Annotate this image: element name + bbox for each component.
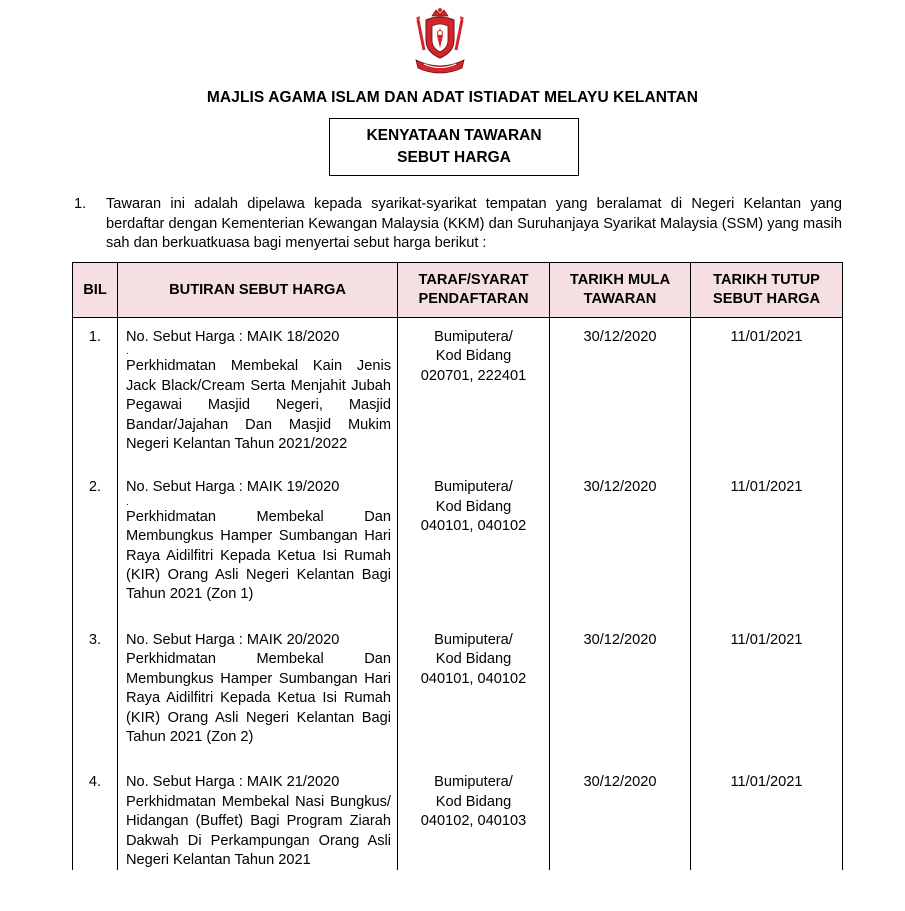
row-mula-cell xyxy=(550,763,691,870)
table-row xyxy=(73,468,843,620)
column-header-tarikh-tutup-label: TARIKH TUTUP SEBUT HARGA xyxy=(712,272,821,307)
tender-reference: No. Sebut Harga : MAIK 20/2020 xyxy=(126,631,340,648)
taraf-line-2: Kod Bidang xyxy=(435,793,512,810)
row-tarikh-tutup: 11/01/2021 xyxy=(730,329,803,345)
tender-description: Perkhidmatan Membekal Dan Membungkus Hamper Sumbangan Hari Raya Aidilfitri Kepada Ketua Isi Rumah (KIR) Orang Asli Negeri Kelantan Bagi Tahun 2021 (Zon 1) xyxy=(126,508,391,603)
column-header-taraf xyxy=(398,263,550,318)
stray-dot: . xyxy=(126,496,129,508)
table-row xyxy=(73,621,843,763)
taraf-line-1: Bumiputera/ xyxy=(434,774,513,791)
taraf-line-2: Kod Bidang xyxy=(435,348,512,365)
row-taraf-cell xyxy=(398,763,550,870)
table-row xyxy=(73,763,843,870)
row-taraf-cell xyxy=(398,468,550,620)
column-header-tarikh-mula-label: TARIKH MULA TAWARAN xyxy=(569,272,671,307)
row-tarikh-tutup: 11/01/2021 xyxy=(730,479,803,496)
table-header-row xyxy=(73,263,843,318)
row-tarikh-mula: 30/12/2020 xyxy=(583,479,657,496)
row-tutup-cell xyxy=(691,468,843,620)
row-mula-cell xyxy=(550,621,691,763)
taraf-line-2: Kod Bidang xyxy=(435,498,512,515)
row-tutup-cell xyxy=(691,621,843,763)
kelantan-crest-icon xyxy=(410,6,470,80)
row-butiran-cell xyxy=(118,763,398,870)
taraf-line-3: 040102, 040103 xyxy=(420,813,527,830)
taraf-line-3: 040101, 040102 xyxy=(420,670,527,687)
row-taraf-cell xyxy=(398,318,550,469)
row-bil-cell xyxy=(73,763,118,870)
tender-description: Perkhidmatan Membekal Dan Membungkus Hamper Sumbangan Hari Raya Aidilfitri Kepada Ketua Isi Rumah (KIR) Orang Asli Negeri Kelantan Bagi Tahun 2021 (Zon 2) xyxy=(126,651,391,745)
row-bil: 3. xyxy=(88,631,102,648)
row-butiran-cell xyxy=(118,468,398,620)
column-header-tarikh-mula xyxy=(550,263,691,318)
row-tarikh-tutup: 11/01/2021 xyxy=(730,774,803,791)
tender-reference: No. Sebut Harga : MAIK 21/2020 xyxy=(126,774,340,791)
row-tutup-cell xyxy=(691,318,843,469)
row-mula-cell xyxy=(550,318,691,469)
taraf-line-1: Bumiputera/ xyxy=(434,479,513,496)
intro-text: Tawaran ini adalah dipelawa kepada syarikat-syarikat tempatan yang beralamat di Negeri Kelantan yang berdaftar dengan Kementerian Kewangan Malaysia (KKM) dan Suruhanjaya Syarikat Malaysia (SSM) yang masih sah dan berkuatkuasa bagi menyertai sebut harga berikut : xyxy=(106,196,842,251)
row-butiran-cell xyxy=(118,318,398,469)
taraf-line-3: 020701, 222401 xyxy=(420,367,527,384)
row-bil-cell xyxy=(73,468,118,620)
row-bil: 1. xyxy=(88,329,102,345)
stray-dot: . xyxy=(126,346,129,358)
row-tarikh-mula: 30/12/2020 xyxy=(583,631,657,648)
row-butiran-cell xyxy=(118,621,398,763)
taraf-line-1: Bumiputera/ xyxy=(434,329,513,345)
row-bil-cell xyxy=(73,318,118,469)
row-mula-cell xyxy=(550,468,691,620)
taraf-line-2: Kod Bidang xyxy=(435,651,512,668)
organization-name: MAJLIS AGAMA ISLAM DAN ADAT ISTIADAT MELAYU KELANTAN xyxy=(206,89,699,106)
taraf-line-1: Bumiputera/ xyxy=(434,631,513,648)
row-tarikh-tutup: 11/01/2021 xyxy=(730,631,803,648)
row-tarikh-mula: 30/12/2020 xyxy=(583,774,657,791)
document-title-line1: KENYATAAN TAWARAN xyxy=(366,127,542,144)
row-tarikh-mula: 30/12/2020 xyxy=(583,329,657,345)
tender-description: Perkhidmatan Membekal Kain Jenis Jack Black/Cream Serta Menjahit Jubah Pegawai Masjid Negeri, Masjid Bandar/Jajahan Dan Masjid Mukim Negeri Kelantan Tahun 2021/2022 xyxy=(126,358,391,453)
row-bil: 4. xyxy=(88,774,102,791)
column-header-butiran: BUTIRAN SEBUT HARGA xyxy=(118,263,398,318)
column-header-taraf-label: TARAF/SYARAT PENDAFTARAN xyxy=(418,272,529,307)
row-taraf-cell xyxy=(398,621,550,763)
tender-table xyxy=(72,262,843,870)
document-title-box xyxy=(329,118,579,176)
row-bil: 2. xyxy=(88,479,102,496)
column-header-bil: BIL xyxy=(73,263,118,318)
intro-number: 1. xyxy=(74,196,87,212)
document-title-line2: SEBUT HARGA xyxy=(397,149,511,166)
tender-reference: No. Sebut Harga : MAIK 19/2020 xyxy=(126,479,340,496)
tender-description: Perkhidmatan Membekal Nasi Bungkus/ Hidangan (Buffet) Bagi Program Ziarah Dakwah Di Perkampungan Orang Asli Negeri Kelantan Tahun 2021 xyxy=(126,793,391,868)
row-tutup-cell xyxy=(691,763,843,870)
column-header-tarikh-tutup xyxy=(691,263,843,318)
tender-reference: No. Sebut Harga : MAIK 18/2020 xyxy=(126,329,340,345)
taraf-line-3: 040101, 040102 xyxy=(420,518,527,535)
row-bil-cell xyxy=(73,621,118,763)
table-row xyxy=(73,318,843,469)
